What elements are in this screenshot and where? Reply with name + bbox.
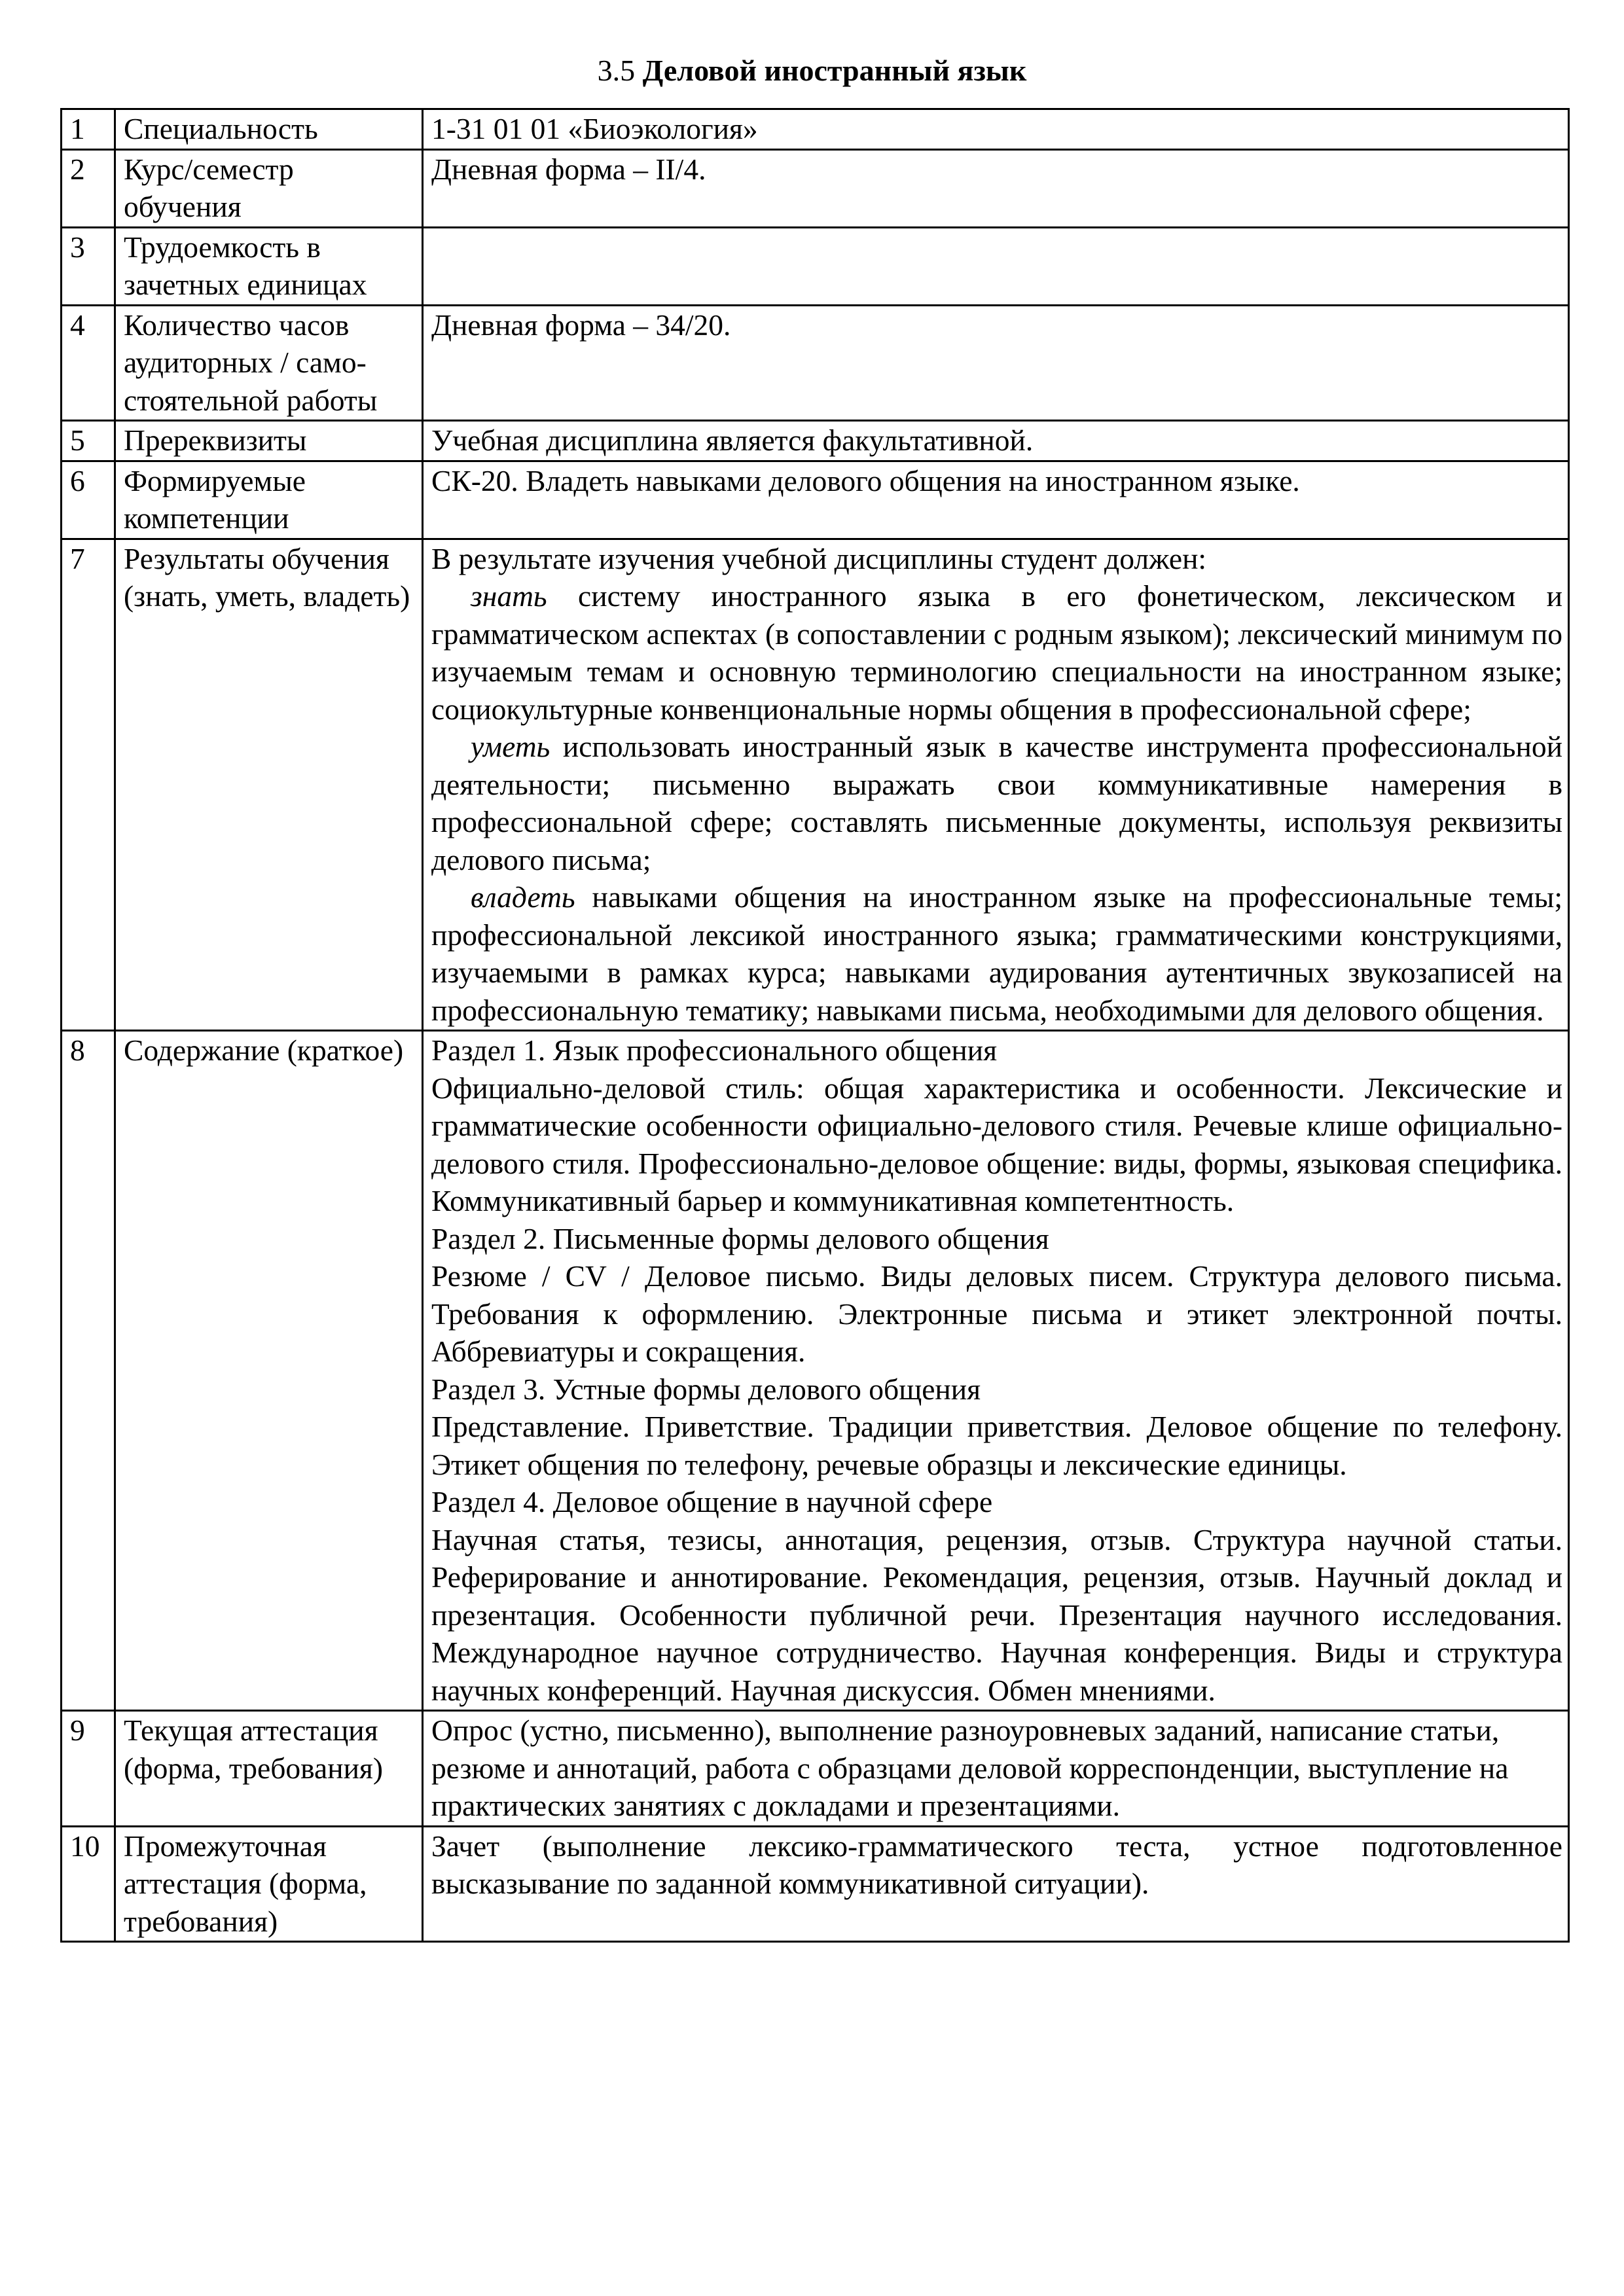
- outcome-term: знать: [471, 579, 547, 613]
- section-text: Резюме / CV / Деловое письмо. Виды деловых писем. Структура делового письма. Требования к оформлению. Электронные письма и этикет электронной почты. Аббревиатуры и сокращения.: [431, 1259, 1562, 1368]
- table-row: [62, 227, 1569, 305]
- row-value: [423, 227, 1569, 305]
- course-content: [423, 1031, 1569, 1711]
- row-number: 2: [62, 149, 115, 227]
- table-row: [62, 149, 1569, 227]
- row-label: Пререквизиты: [115, 421, 423, 461]
- outcome-term: владеть: [471, 880, 575, 914]
- row-value: Учебная дисциплина является факультативной.: [423, 421, 1569, 461]
- table-row: [62, 539, 1569, 1031]
- section-heading: Раздел 4. Деловое общение в научной сфере: [431, 1485, 993, 1518]
- outcome-text: систему иностранного языка в его фонетическом, лексическом и грамматическом аспектах (в сопоставлении с родным языком); лексический минимум по изучаемым темам и основную терминологию специальности на иностранном языке; социокультурные конвенциональные нормы общения в профессиональной сфере;: [431, 579, 1562, 726]
- discipline-name: Деловой иностранный язык: [642, 54, 1027, 87]
- row-number: 8: [62, 1031, 115, 1711]
- row-label: Количество часов аудиторных / само-стоятельной работы: [115, 305, 423, 421]
- row-number: 1: [62, 109, 115, 150]
- row-number: 10: [62, 1826, 115, 1942]
- document-title: [0, 51, 1624, 90]
- row-number: 7: [62, 539, 115, 1031]
- outcomes-intro: В результате изучения учебной дисциплины студент должен:: [431, 541, 1207, 575]
- outcome-know: [431, 577, 1562, 728]
- row-label: Промежуточная аттестация (форма, требования): [115, 1826, 423, 1942]
- section-text: Официально-деловой стиль: общая характеристика и особенности. Лексические и грамматические особенности официально-делового стиля. Речевые клише официально-делового стиля. Профессионально-деловое общение: виды, формы, языковая специфика. Коммуникативный барьер и коммуникативная компетентность.: [431, 1071, 1562, 1217]
- section-text: Научная статья, тезисы, аннотация, рецензия, отзыв. Структура научной статьи. Реферирование и аннотирование. Рекомендация, рецензия, отзыв. Научный доклад и презентация. Особенности публичной речи. Презентация научного исследования. Международное научное сотрудничество. Научная конференция. Виды и структура научных конференций. Научная дискуссия. Обмен мнениями.: [431, 1522, 1562, 1707]
- outcome-term: уметь: [471, 730, 550, 763]
- section-text: Представление. Приветствие. Традиции приветствия. Деловое общение по телефону. Этикет общения по телефону, речевые образцы и лексические единицы.: [431, 1410, 1562, 1481]
- discipline-card-table: [60, 108, 1570, 1943]
- section-heading: Раздел 1. Язык профессионального общения: [431, 1033, 998, 1067]
- section-heading: Раздел 3. Устные формы делового общения: [431, 1372, 981, 1406]
- row-label: Результаты обучения (знать, уметь, владеть): [115, 539, 423, 1031]
- row-value: Зачет (выполнение лексико-грамматического теста, устное подготовленное высказывание по заданной коммуникативной ситуации).: [423, 1826, 1569, 1942]
- row-value: Дневная форма – 34/20.: [423, 305, 1569, 421]
- row-label: Трудоемкость в зачетных единицах: [115, 227, 423, 305]
- table-row: [62, 421, 1569, 461]
- row-number: 4: [62, 305, 115, 421]
- row-number: 5: [62, 421, 115, 461]
- row-value: СК-20. Владеть навыками делового общения на иностранном языке.: [423, 461, 1569, 539]
- row-value: Дневная форма – II/4.: [423, 149, 1569, 227]
- row-label: Содержание (краткое): [115, 1031, 423, 1711]
- outcome-text: использовать иностранный язык в качестве инструмента профессиональной деятельности; письменно выражать свои коммуникативные намерения в профессиональной сфере; составлять письменные документы, используя реквизиты делового письма;: [431, 730, 1562, 876]
- row-label: Специальность: [115, 109, 423, 150]
- row-label: Курс/семестр обучения: [115, 149, 423, 227]
- table-row: [62, 305, 1569, 421]
- row-number: 9: [62, 1711, 115, 1827]
- table-row: [62, 1826, 1569, 1942]
- table-row: [62, 109, 1569, 150]
- outcome-text: навыками общения на иностранном языке на профессиональные темы; профессиональной лексикой иностранного языка; грамматическими конструкциями, изучаемыми в рамках курса; навыками аудирования аутентичных звукозаписей на профессиональную тематику; навыками письма, необходимыми для делового общения.: [431, 880, 1562, 1027]
- table-row: [62, 1031, 1569, 1711]
- learning-outcomes: [423, 539, 1569, 1031]
- row-value: Опрос (устно, письменно), выполнение разноуровневых заданий, написание статьи, резюме и аннотаций, работа с образцами деловой корреспонденции, выступление на практических занятиях с докладами и презентациями.: [423, 1711, 1569, 1827]
- table-row: [62, 1711, 1569, 1827]
- outcome-can: [431, 728, 1562, 878]
- row-label: Формируемые компетенции: [115, 461, 423, 539]
- row-number: 6: [62, 461, 115, 539]
- row-value: 1-31 01 01 «Биоэкология»: [423, 109, 1569, 150]
- section-number: 3.5: [597, 54, 636, 87]
- row-label: Текущая аттестация (форма, требования): [115, 1711, 423, 1827]
- section-heading: Раздел 2. Письменные формы делового общения: [431, 1221, 1049, 1255]
- row-number: 3: [62, 227, 115, 305]
- table-row: [62, 461, 1569, 539]
- outcome-master: [431, 878, 1562, 1029]
